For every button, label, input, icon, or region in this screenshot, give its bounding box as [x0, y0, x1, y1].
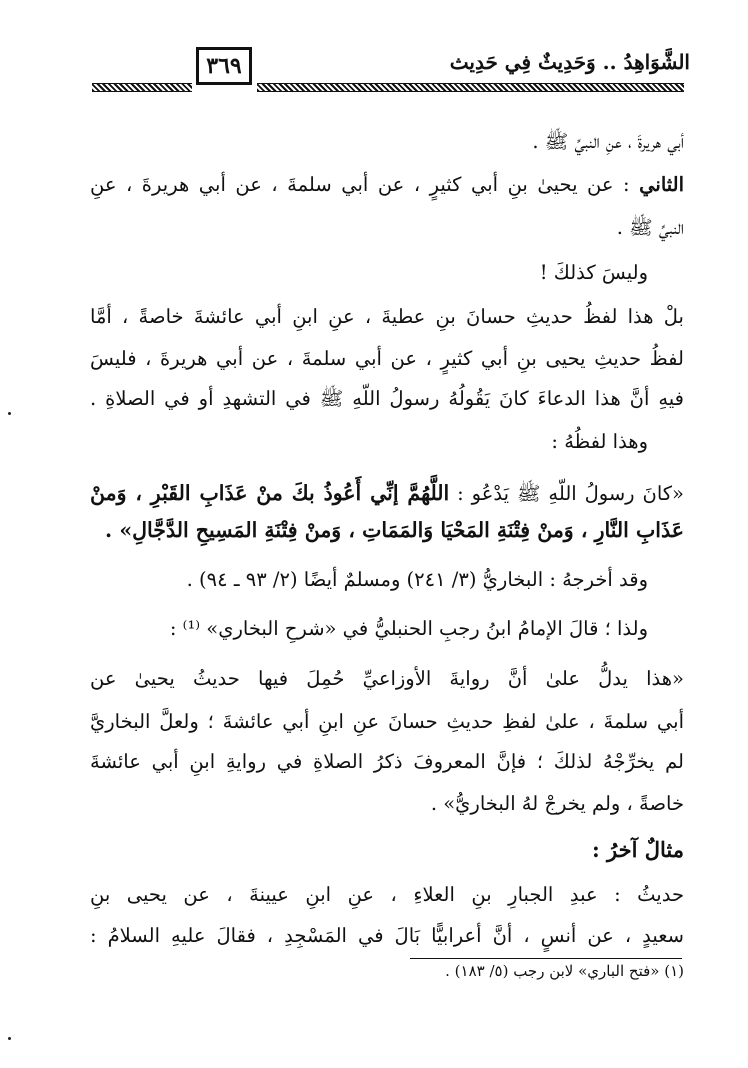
hadith-line-1: [90, 478, 684, 509]
text-line-1: أبي هريرةَ ، عنِ النبيِّ ﷺ .: [532, 130, 684, 153]
text-line-11: وقد أخرجهُ : البخاريُّ (٣/ ٢٤١) ومسلمٌ أيضًا (٢/ ٩٣ ـ ٩٤) .: [186, 568, 648, 591]
hadith-text: اللَّهُمَّ إنِّي أَعُوذُ بكَ منْ عَذَابِ القَبْرِ ، وَمنْ: [90, 481, 450, 505]
scan-speck: [8, 412, 11, 415]
quote-line-2: أبي سلمةَ ، علىٰ لفظِ حديثِ حسانَ عنِ ابنِ أبي عائشةَ ؛ ولعلَّ البخاريَّ: [90, 710, 684, 733]
header-rule-left: [92, 83, 192, 92]
quote-line-3: لم يخرِّجْهُ لذلكَ ؛ فإنَّ المعروفَ ذكرُ الصلاةِ في روايةِ ابنِ أبي عائشةَ: [90, 750, 684, 773]
text-line-2: [90, 170, 684, 200]
text-line-8: وهذا لفظُهُ :: [551, 430, 648, 453]
quote-line-1: «هذا يدلُّ علىٰ أنَّ روايةَ الأوزاعيِّ حُمِلَ فيها حديثُ يحيىٰ عن: [90, 667, 684, 690]
text-line-3: النبيِّ ﷺ .: [616, 216, 684, 239]
text-line-6: لفظُ حديثِ يحيى بنِ أبي كثيرٍ ، عن أبي سلمةَ ، عن أبي هريرةَ ، فليسَ: [90, 347, 684, 370]
footnote: (١) «فتح الباري» لابن رجب (٥/ ١٨٣) .: [445, 962, 684, 980]
header-rule-right: [257, 83, 684, 92]
text-line-4: وليسَ كذلكَ !: [539, 261, 648, 284]
hadith-line-2: عَذَابِ النَّارِ ، وَمنْ فِتْنَةِ المَحْيَا وَالمَمَاتِ ، وَمنْ فِتْنَةِ المَسِيحِ الدَّجَّالِ» .: [105, 518, 684, 542]
text-line-5: بلْ هذا لفظُ حديثِ حسانَ بنِ عطيةَ ، عنِ ابنِ أبي عائشةَ خاصةً ، أمَّا: [90, 305, 684, 328]
text-line-12: ولذا ؛ قالَ الإمامُ ابنُ رجبِ الحنبليُّ في «شرحِ البخاري» ⁽¹⁾ :: [169, 617, 648, 640]
running-title: الشَّوَاهِدُ .. وَحَدِيثٌ فِي حَدِيث: [449, 50, 690, 74]
quote-line-4: خاصةً ، ولم يخرجْ لهُ البخاريُّ» .: [430, 792, 684, 815]
example-label-second: الثاني: [639, 173, 685, 196]
text-line-17: حديثُ : عبدِ الجبارِ بنِ العلاءِ ، عنِ ابنِ عيينةَ ، عن يحيى بنِ: [90, 883, 684, 906]
text-line-18: سعيدٍ ، عن أنسٍ ، أنَّ أعرابيًّا بَالَ في المَسْجِدِ ، فقالَ عليهِ السلامُ :: [90, 924, 684, 947]
section-heading: مثالٌ آخرُ :: [591, 837, 684, 862]
hadith-intro: «كانَ رسولُ اللّهِ ﷺ يَدْعُو :: [457, 482, 684, 505]
text-line-7: فيهِ أنَّ هذا الدعاءَ كانَ يَقُولُهُ رسولُ اللّهِ ﷺ في التشهدِ أو في الصلاةِ .: [90, 387, 684, 410]
footnote-rule: [410, 958, 682, 959]
text-line-2-rest: : عن يحيىٰ بنِ أبي كثيرٍ ، عن أبي سلمةَ ، عن أبي هريرةَ ، عنِ: [90, 173, 630, 196]
page-number: ٣٦٩: [196, 47, 252, 85]
scan-speck: [8, 1037, 11, 1040]
